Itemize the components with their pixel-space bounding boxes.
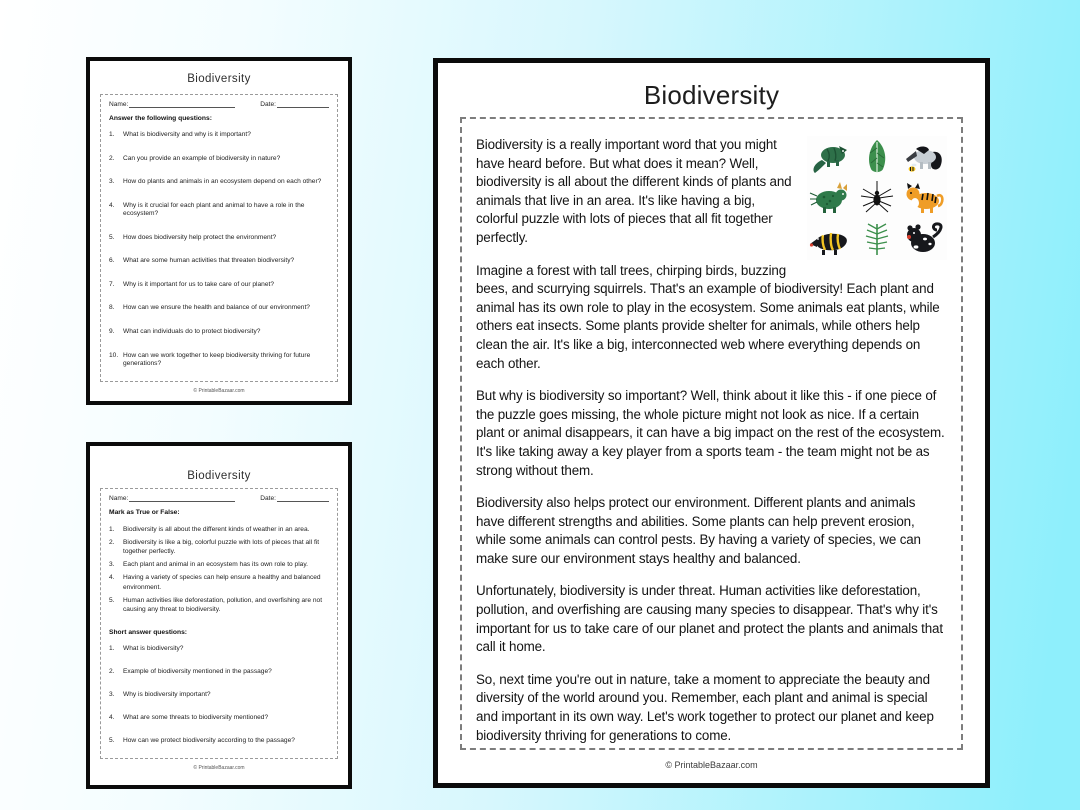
date-blank-line	[277, 495, 329, 502]
true-false-item: 4. Having a variety of species can help ensure a healthy and balanced environment.	[109, 574, 321, 591]
name-label: Name:	[109, 101, 129, 108]
name-date-row	[109, 101, 329, 108]
passage-paragraph: Biodiversity also helps protect our environment. Different plants and animals have different strengths and abilities. Some plants can help prevent erosion, while some animals can control pests. By having a variety of species, we can make sure our environment stays healthy and balanced.	[476, 495, 921, 566]
tiger-cat-icon	[900, 177, 947, 218]
name-blank-line	[129, 495, 235, 502]
footer-credit: © PrintableBazaar.com	[665, 760, 758, 770]
worksheet1-dashed-box	[100, 94, 338, 382]
date-label: Date:	[260, 495, 276, 502]
footer-credit: © PrintableBazaar.com	[193, 765, 245, 771]
question-item: 4. Why is it crucial for each plant and animal to have a role in the ecosystem?	[109, 201, 305, 217]
passage-paragraph: So, next time you're out in nature, take a moment to appreciate the beauty and diversity of the world around you. Remember, each plant and animal is special and important in its own way. Let's work together to protect our planet and keep biodiversity thriving for generations to come.	[476, 671, 934, 743]
true-false-item: 1. Biodiversity is all about the different kinds of weather in an area.	[109, 526, 310, 533]
short-answer-item: 5. How can we protect biodiversity according to the passage?	[109, 737, 295, 745]
short-answer-item: 3. Why is biodiversity important?	[109, 691, 211, 699]
worksheet2-dashed-box	[100, 488, 338, 759]
anteater-with-bee-icon	[900, 136, 947, 177]
green-lizard-icon	[807, 136, 854, 177]
worksheet1-title: Biodiversity	[187, 73, 251, 85]
true-false-item: 2. Biodiversity is like a big, colorful puzzle with lots of pieces that all fit together perfectly.	[109, 539, 320, 556]
passage-paragraph: But why is biodiversity so important? Well, think about it like this - if one piece of the puzzle goes missing, the whole picture might not look as nice. If a certain plant or animal disappears, it can have a big impact on the rest of the ecosystem. It's like taking away a key player from a sports team - the team might not be as strong without them.	[476, 388, 945, 478]
question-item: 5. How does biodiversity help protect the environment?	[109, 233, 277, 241]
date-blank-line	[277, 101, 329, 108]
passage-paragraph: Biodiversity is a really important word that you might have heard before. But what does it mean? Well, biodiversity is all about the different kinds of plants and animals that live in an area. It's like having a big, colorful puzzle with lots of pieces that all fit together perfectly.	[476, 137, 792, 245]
true-false-item: 5. Human activities like deforestation, pollution, and overfishing are not causing any threat to biodiversity.	[109, 596, 323, 614]
fern-icon	[854, 219, 901, 260]
worksheet-page-questions	[86, 57, 352, 405]
short-answer-item: 1. What is biodiversity?	[109, 644, 184, 652]
passage-dashed-box	[460, 117, 963, 750]
question-item: 8. How can we ensure the health and balance of our environment?	[109, 304, 310, 312]
passage-page	[433, 58, 990, 788]
question-item: 9. What can individuals do to protect biodiversity?	[109, 327, 261, 335]
worksheet1-heading: Answer the following questions:	[109, 115, 212, 122]
name-label: Name:	[109, 495, 129, 502]
question-item: 10. How can we work together to keep biodiversity thriving for future generations?	[109, 351, 311, 367]
short-answer-item: 2. Example of biodiversity mentioned in the passage?	[109, 667, 272, 675]
worksheet-page-true-false	[86, 442, 352, 789]
passage-paragraph: Imagine a forest with tall trees, chirping birds, buzzing bees, and scurrying squirrels. That's an example of biodiversity! Each plant and animal has its own role to play in the ecosystem. Some animals eat plants, while others eat insects. Some plants provide shelter for animals, while others help clean the air. It's like a big, interconnected web where everything depends on each other.	[476, 262, 940, 371]
spider-icon	[854, 177, 901, 218]
true-false-heading: Mark as True or False:	[109, 509, 180, 516]
spotted-devil-icon	[900, 219, 947, 260]
question-item: 7. Why is it important for us to take care of our planet?	[109, 280, 274, 288]
date-label: Date:	[260, 101, 276, 108]
animal-collage	[807, 136, 947, 260]
question-item: 2. Can you provide an example of biodiversity in nature?	[109, 154, 281, 162]
leaf-icon	[854, 136, 901, 177]
passage-paragraph: Unfortunately, biodiversity is under threat. Human activities like deforestation, pollution, and overfishing are causing many species to disappear. That's why it's important for us to take care of our planet and protect the plants and animals that call it home.	[476, 583, 943, 655]
short-answer-item: 4. What are some threats to biodiversity mentioned?	[109, 714, 269, 722]
name-blank-line	[129, 101, 235, 108]
short-answer-heading: Short answer questions:	[109, 628, 188, 636]
true-false-item: 3. Each plant and animal in an ecosystem has its own role to play.	[109, 561, 308, 569]
name-date-row	[109, 495, 329, 502]
passage-title: Biodiversity	[643, 80, 780, 110]
green-armadillo-icon	[807, 177, 854, 218]
question-item: 3. How do plants and animals in an ecosystem depend on each other?	[109, 178, 322, 186]
footer-credit: © PrintableBazaar.com	[193, 388, 245, 394]
question-item: 6. What are some human activities that threaten biodiversity?	[109, 257, 295, 265]
banded-badger-icon	[807, 219, 854, 260]
worksheet2-title: Biodiversity	[187, 470, 251, 482]
question-item: 1. What is biodiversity and why is it important?	[109, 131, 251, 138]
